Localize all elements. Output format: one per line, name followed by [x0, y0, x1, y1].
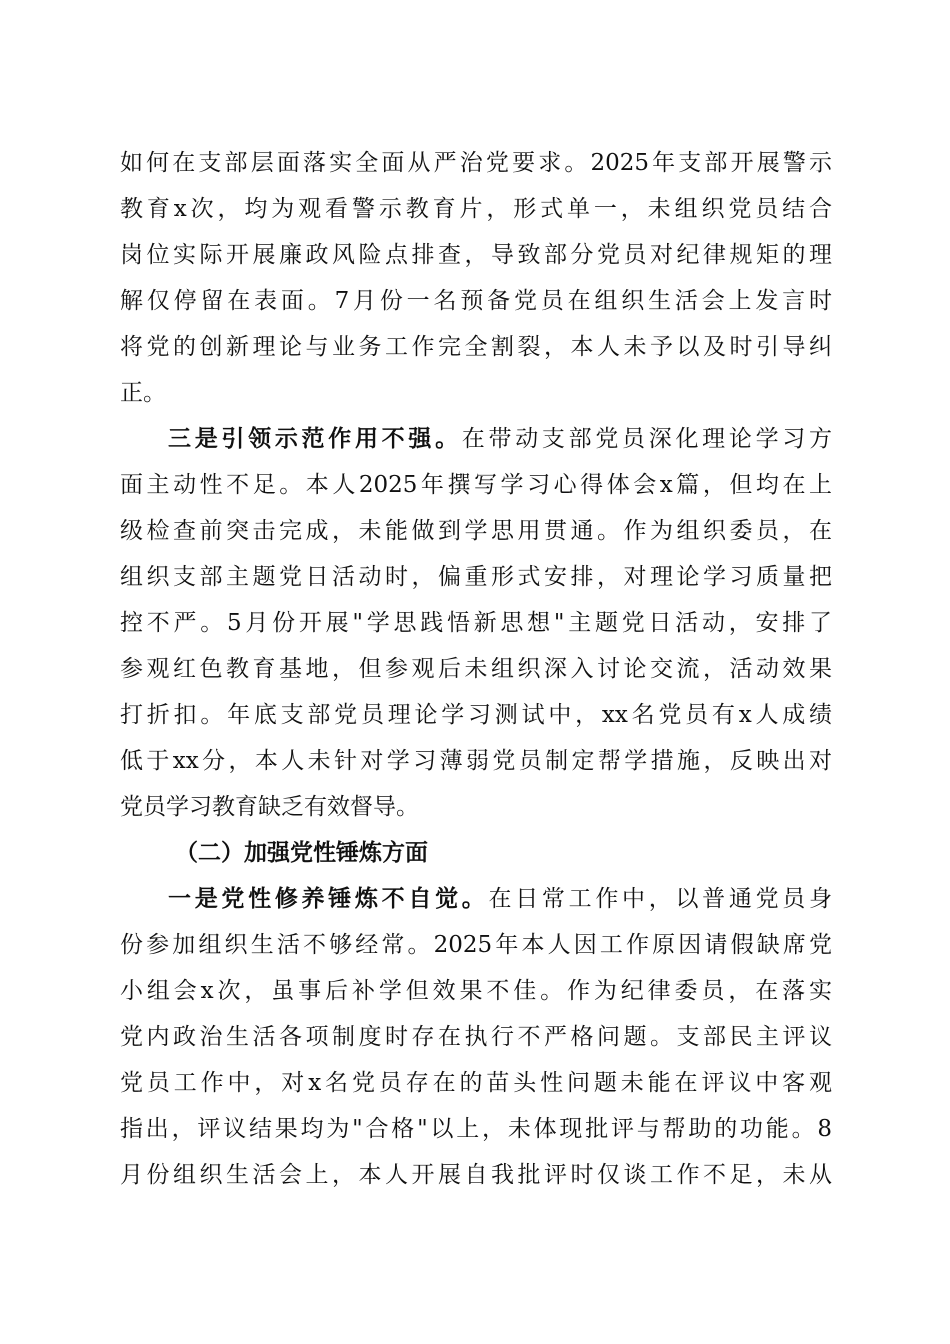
paragraph-3	[120, 876, 832, 1198]
text-line: 面主动性不足。本人2025年撰写学习心得体会x篇，但均在上	[120, 472, 832, 498]
text-line: 份参加组织生活不够经常。2025年本人因工作原因请假缺席党	[120, 932, 832, 958]
text-line: 教育x次，均为观看警示教育片，形式单一，未组织党员结合	[120, 196, 832, 222]
text-line: 月份组织生活会上，本人开展自我批评时仅谈工作不足，未从	[120, 1162, 832, 1188]
text-line: 级检查前突击完成，未能做到学思用贯通。作为组织委员，在	[120, 518, 832, 544]
paragraph-lead: 一是党性修养锤炼不自觉。	[168, 886, 489, 912]
text-line: 如何在支部层面落实全面从严治党要求。2025年支部开展警示	[120, 150, 832, 176]
text-line: 指出，评议结果均为"合格"以上，未体现批评与帮助的功能。8	[120, 1116, 832, 1142]
text-line: 控不严。5月份开展"学思践悟新思想"主题党日活动，安排了	[120, 610, 832, 636]
paragraph-2	[120, 416, 832, 830]
text-line: 小组会x次，虽事后补学但效果不佳。作为纪律委员，在落实	[120, 978, 832, 1004]
text-line: 岗位实际开展廉政风险点排查，导致部分党员对纪律规矩的理	[120, 242, 832, 268]
text-line	[120, 876, 832, 922]
text-line: 组织支部主题党日活动时，偏重形式安排，对理论学习质量把	[120, 564, 832, 590]
text-line: 低于xx分，本人未针对学习薄弱党员制定帮学措施，反映出对	[120, 748, 832, 774]
paragraph-1	[120, 140, 832, 416]
text-line: 正。	[120, 380, 166, 406]
text-line: 解仅停留在表面。7月份一名预备党员在组织生活会上发言时	[120, 288, 832, 314]
text-line	[120, 416, 832, 462]
document-page	[120, 140, 832, 1198]
text-line: 党员工作中，对x名党员存在的苗头性问题未能在评议中客观	[120, 1070, 832, 1096]
section-heading: （二）加强党性锤炼方面	[175, 840, 428, 866]
paragraph-text: 在带动支部党员深化理论学习方	[461, 426, 833, 452]
paragraph-lead: 三是引领示范作用不强。	[168, 426, 462, 452]
text-line: 党员学习教育缺乏有效督导。	[120, 794, 419, 820]
text-line: 党内政治生活各项制度时存在执行不严格问题。支部民主评议	[120, 1024, 832, 1050]
text-line: 参观红色教育基地，但参观后未组织深入讨论交流，活动效果	[120, 656, 832, 682]
text-line: 打折扣。年底支部党员理论学习测试中，xx名党员有x人成绩	[120, 702, 832, 728]
text-line: 将党的创新理论与业务工作完全割裂，本人未予以及时引导纠	[120, 334, 832, 360]
paragraph-text: 在日常工作中，以普通党员身	[488, 886, 833, 912]
